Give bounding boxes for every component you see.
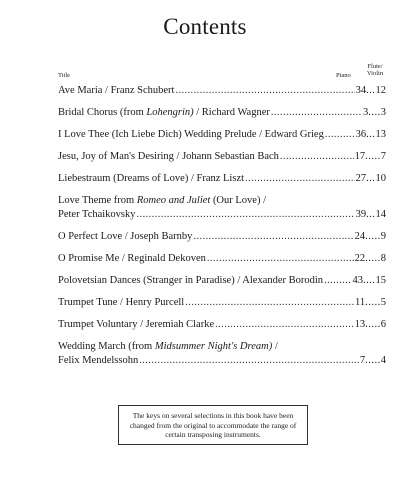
entry-title-text: I Love Thee (Ich Liebe Dich) Wedding Prelude / Edward Grieg [58, 129, 324, 140]
piano-page-number: 13 [354, 319, 366, 330]
flute-violin-page-number: 13 [375, 129, 386, 140]
entry-composer: Peter Tchaikovsky [58, 209, 136, 220]
entry-title-text: O Promise Me / Reginald Dekoven [58, 253, 206, 264]
column-header-violin: Violin [366, 70, 384, 77]
entry-title-text: Ave Maria / Franz Schubert [58, 85, 175, 96]
entry-title [58, 172, 244, 186]
dot-leader [175, 84, 354, 98]
entry-title [58, 128, 324, 142]
column-header-flute: Flute/ [367, 63, 383, 70]
entry-title-text: Trumpet Voluntary / Jeremiah Clarke [58, 319, 215, 330]
entry-composer: Felix Mendelssohn [58, 355, 139, 366]
dot-leader [185, 296, 354, 310]
entry-title [58, 274, 323, 288]
entry-title [58, 340, 278, 354]
contents-entry [58, 106, 386, 120]
flute-violin-page-number: 8 [380, 253, 386, 264]
entry-title [58, 230, 192, 244]
flute-violin-page-number: 7 [380, 151, 386, 162]
contents-entry [58, 296, 386, 310]
entry-title [58, 150, 279, 164]
dot-leader [324, 274, 351, 288]
entry-title [58, 194, 266, 208]
entry-title-text: Bridal Chorus (from [58, 107, 147, 118]
page-number-separator: ... [366, 85, 376, 96]
dot-leader [207, 252, 354, 266]
flute-violin-page-number: 3 [380, 107, 386, 118]
dot-leader [215, 318, 354, 332]
entry-title [58, 318, 214, 332]
contents-entry [58, 230, 386, 244]
dot-leader [325, 128, 355, 142]
dot-leader [271, 106, 362, 120]
flute-violin-page-number: 15 [375, 275, 386, 286]
entry-title-italic: Romeo and Juliet [136, 195, 211, 206]
flute-violin-page-number: 4 [380, 355, 386, 366]
page-number-separator: ... [366, 173, 376, 184]
column-header-piano: Piano [336, 72, 351, 79]
contents-entry [58, 84, 386, 98]
flute-violin-page-number: 10 [375, 173, 386, 184]
column-header-title: Title [58, 72, 71, 79]
flute-violin-page-number: 9 [380, 231, 386, 242]
page-number-separator: ..... [365, 231, 381, 242]
entry-title-text: Wedding March (from [58, 341, 155, 352]
dot-leader [245, 172, 355, 186]
contents-entry [58, 274, 386, 288]
entry-title-text: Polovetsian Dances (Stranger in Paradise) / Alexander Borodin [58, 275, 324, 286]
piano-page-number: 39 [355, 209, 367, 220]
piano-page-number: 43 [352, 275, 363, 286]
entry-title [58, 252, 206, 266]
page-number-separator: ..... [365, 297, 381, 308]
entry-title [58, 296, 184, 310]
flute-violin-page-number: 6 [380, 319, 386, 330]
page-number-separator: ..... [365, 355, 381, 366]
page-number-separator: ... [366, 209, 376, 220]
entry-title-text: O Perfect Love / Joseph Barnby [58, 231, 193, 242]
contents-entry [58, 340, 386, 368]
piano-page-number: 7 [359, 355, 366, 366]
piano-page-number: 36 [355, 129, 367, 140]
column-header-flute-violin [364, 63, 386, 77]
entry-title-text: Love Theme from [58, 195, 137, 206]
piano-page-number: 17 [354, 151, 366, 162]
entry-title [58, 84, 174, 98]
contents-entry [58, 128, 386, 142]
dot-leader [137, 208, 355, 222]
page-number-separator: .... [368, 107, 381, 118]
page-number-separator: .... [363, 275, 376, 286]
contents-entry [58, 150, 386, 164]
entry-title-italic: Lohengrin) [146, 107, 194, 118]
transposition-note: The keys on several selections in this book have been changed from the original to accommodate the range of certain transposing instruments. [118, 405, 308, 445]
entry-title-text: Liebestraum (Dreams of Love) / Franz Liszt [58, 173, 245, 184]
page-number-separator: ..... [365, 151, 381, 162]
entry-title-italic: Midsummer Night's Dream) [154, 341, 273, 352]
entry-title-text: / [272, 341, 278, 352]
entry-title-text: / Richard Wagner [193, 107, 270, 118]
contents-entry [58, 318, 386, 332]
entry-title-text: Trumpet Tune / Henry Purcell [58, 297, 185, 308]
piano-page-number: 3 [363, 107, 369, 118]
piano-page-number: 34 [355, 85, 367, 96]
entry-title-text: Jesu, Joy of Man's Desiring / Johann Sebastian Bach [58, 151, 279, 162]
entry-title [58, 106, 270, 120]
page-number-separator: ..... [365, 253, 381, 264]
contents-entry [58, 194, 386, 222]
dot-leader [139, 354, 359, 368]
dot-leader [280, 150, 354, 164]
contents-entry [58, 172, 386, 186]
page-number-separator: ..... [365, 319, 381, 330]
piano-page-number: 22 [354, 253, 366, 264]
contents-entry [58, 252, 386, 266]
flute-violin-page-number: 5 [380, 297, 386, 308]
page-number-separator: ... [366, 129, 376, 140]
dot-leader [193, 230, 353, 244]
piano-page-number: 11 [355, 297, 366, 308]
flute-violin-page-number: 14 [375, 209, 386, 220]
piano-page-number: 27 [355, 173, 367, 184]
piano-page-number: 24 [354, 231, 366, 242]
page-title: Contents [163, 14, 247, 39]
entry-title-text: (Our Love) / [210, 195, 267, 206]
flute-violin-page-number: 12 [375, 85, 386, 96]
